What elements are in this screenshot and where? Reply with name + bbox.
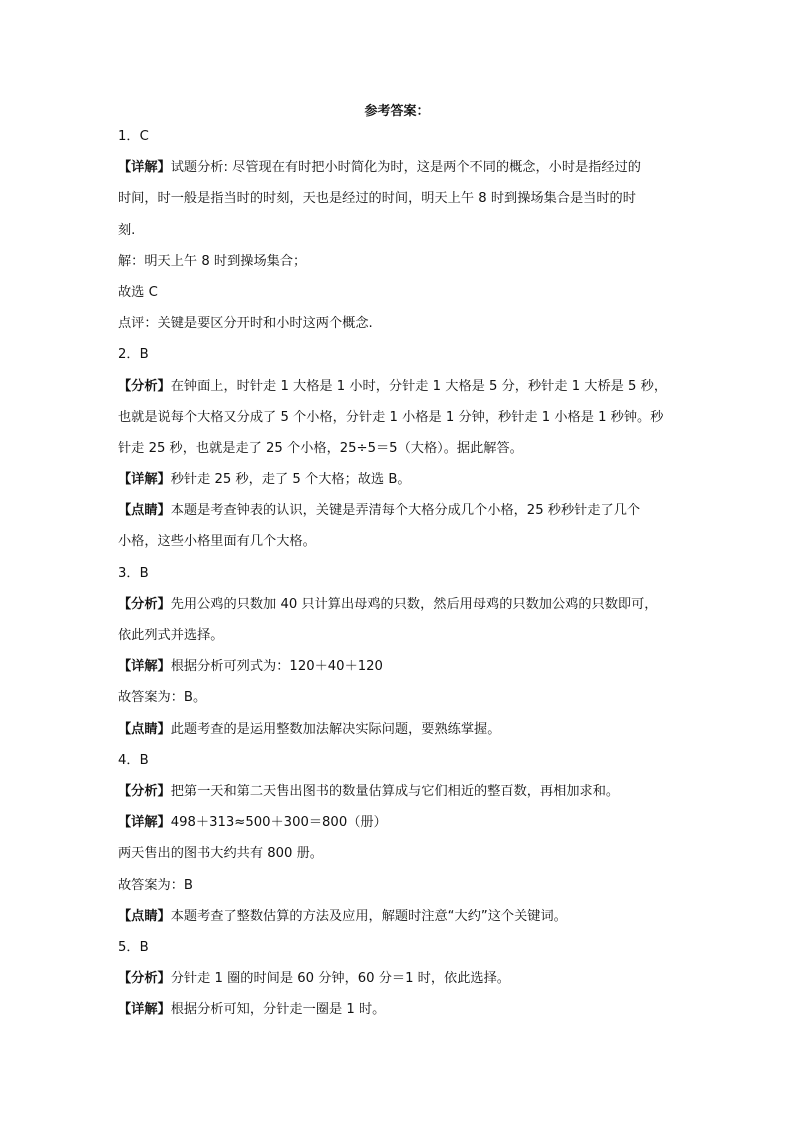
line-text: 依此列式并选择。 [118,628,224,643]
page-title: 参考答案： [364,104,430,119]
answer-content [118,121,678,1025]
line-tag: 【点睛】 [118,908,171,924]
line-tag: 【详解】 [118,659,171,675]
line-tag: 【点睛】 [118,503,171,519]
line-text: 2．B [118,347,149,363]
line-text: 5．B [118,939,149,955]
text-line [118,402,678,433]
line-text: 两天售出的图书大约共有 800 册。 [118,846,323,862]
text-line [118,776,678,807]
line-text: 根据分析可知，分针走一圈是 1 时。 [170,1002,386,1018]
line-text: 分针走 1 圈的时间是 60 分钟，60 分＝1 时，依此选择。 [170,971,510,987]
text-line [118,152,678,183]
text-line [118,183,678,214]
text-line [118,495,678,526]
text-line [118,464,678,495]
text-line [118,963,678,994]
line-text: 1．C [118,129,149,144]
text-line [118,807,678,838]
text-line [118,526,678,557]
line-text: 本题考查了整数估算的方法及应用，解题时注意“大约”这个关键词。 [170,908,567,924]
line-text: 本题是考查钟表的认识，关键是弄清每个大格分成几个小格，25 秒秒针走了几个 [170,503,641,519]
line-tag: 【分析】 [118,378,171,394]
text-line [118,558,678,589]
text-line [118,433,678,464]
line-text: 先用公鸡的只数加 40 只计算出母鸡的只数，然后用母鸡的只数加公鸡的只数即可， [170,596,658,612]
text-line [118,994,678,1025]
line-text: 根据分析可列式为：120＋40＋120 [170,659,383,675]
text-line [118,901,678,932]
line-tag: 【点睛】 [118,721,171,737]
line-text: 3．B [118,565,149,581]
text-line [118,215,678,246]
line-tag: 【分析】 [118,971,171,987]
line-text: 故答案为：B [118,877,193,893]
line-text: 在钟面上，时针走 1 大格是 1 小时，分针走 1 大格是 5 分，秒针走 1 大桥是 5 秒， [170,378,668,394]
text-line [118,589,678,620]
line-text: 4．B [118,752,149,768]
line-text: 故选 C [118,284,158,300]
text-line [118,838,678,869]
line-text: 针走 25 秒，也就是走了 25 个小格，25÷5＝5（大格）。据此解答。 [118,440,523,456]
text-line [118,339,678,370]
line-text: 也就是说每个大格又分成了 5 个小格，分针走 1 小格是 1 分钟，秒针走 1 小格是 1 秒钟。秒 [118,409,664,425]
line-tag: 【详解】 [118,160,171,176]
text-line [118,246,678,277]
text-line [118,371,678,402]
text-line [118,651,678,682]
text-line [118,682,678,713]
line-tag: 【详解】 [118,815,171,831]
line-tag: 【详解】 [118,1002,171,1018]
line-text: 故答案为：B。 [118,690,207,706]
text-line [118,714,678,745]
line-tag: 【详解】 [118,472,171,488]
text-line [118,121,678,152]
line-text: 试题分析: 尽管现在有时把小时简化为时，这是两个不同的概念，小时是指经过的 [170,160,641,176]
text-line [118,308,678,339]
line-text: 小格，这些小格里面有几个大格。 [118,534,316,550]
text-line [118,277,678,308]
text-line [118,870,678,901]
line-text: 把第一天和第二天售出图书的数量估算成与它们相近的整百数，再相加求和。 [170,783,620,799]
line-tag: 【分析】 [118,783,171,799]
line-text: 点评：关键是要区分开时和小时这两个概念. [118,316,373,332]
line-text: 498＋313≈500＋300＝800（册） [170,815,387,831]
text-line [118,745,678,776]
line-tag: 【分析】 [118,596,171,612]
line-text: 此题考查的是运用整数加法解决实际问题，要熟练掌握。 [170,721,501,737]
line-text: 秒针走 25 秒，走了 5 个大格；故选 B。 [170,472,411,488]
text-line [118,620,678,651]
text-line [118,932,678,963]
line-text: 解：明天上午 8 时到操场集合； [118,253,307,269]
line-text: 刻. [118,222,136,238]
line-text: 时间，时一般是指当时的时刻，天也是经过的时间，明天上午 8 时到操场集合是当时的时 [118,191,636,207]
